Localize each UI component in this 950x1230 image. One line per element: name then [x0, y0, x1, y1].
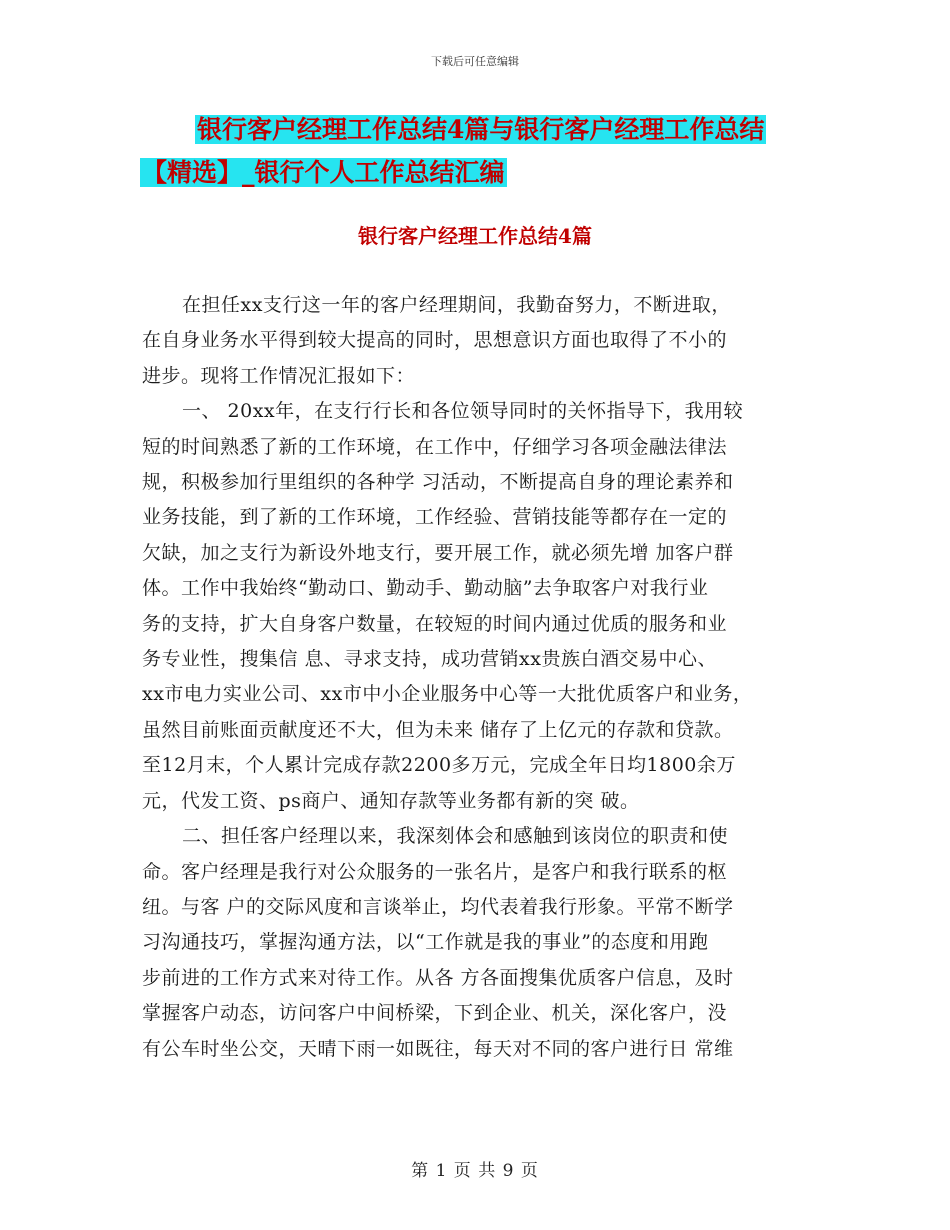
body-line: 进步。现将工作情况汇报如下： — [142, 364, 416, 387]
body-line: 有公车时坐公交，天晴下雨一如既往，每天对不同的客户进行日 常维 — [142, 1037, 734, 1060]
body-line: 务专业性，搜集信 息、寻求支持，成功营销xx贵族白酒交易中心、 — [142, 648, 717, 671]
body-line: 体。工作中我始终“勤动口、勤动手、勤动脑”去争取客户对我行业 — [142, 577, 709, 600]
title-highlight: 【精选】_银行个人工作总结汇编 — [142, 158, 505, 187]
body-line: 掌握客户动态，访问客户中间桥梁，下到企业、机关，深化客户，没 — [142, 1002, 728, 1025]
body-line: 纽。与客 户的交际风度和言谈举止，均代表着我行形象。平常不断学 — [142, 895, 734, 918]
body-line: 命。客户经理是我行对公众服务的一张名片，是客户和我行联系的枢 — [142, 860, 728, 883]
body-line: 规，积极参加行里组织的各种学 习活动，不断提高自身的理论素养和 — [142, 471, 734, 494]
page-number: 第 1 页 共 9 页 — [411, 1161, 539, 1181]
body-line: 欠缺，加之支行为新设外地支行，要开展工作，就必须先增 加客户群 — [142, 541, 734, 564]
body-line: 习沟通技巧，掌握沟通方法，以“工作就是我的事业”的态度和用跑 — [142, 931, 709, 954]
document-title-line-1 — [140, 108, 820, 151]
body-line: 在自身业务水平得到较大提高的同时，思想意识方面也取得了不小的 — [142, 329, 728, 352]
document-title — [140, 108, 820, 194]
body-line: 业务技能，到了新的工作环境，工作经验、营销技能等都存在一定的 — [142, 506, 728, 529]
body-text — [142, 288, 818, 1067]
title-highlight: 银行客户经理工作总结4篇与银行客户经理工作总结 — [197, 115, 765, 144]
body-line: 在担任xx支行这一年的客户经理期间，我勤奋努力，不断进取， — [182, 294, 731, 316]
body-line: 短的时间熟悉了新的工作环境，在工作中，仔细学习各项金融法律法 — [142, 435, 728, 458]
body-line: 步前进的工作方式来对待工作。从各 方各面搜集优质客户信息，及时 — [142, 966, 734, 989]
document-title-line-2 — [140, 151, 820, 194]
body-line: 元，代发工资、ps商户、通知存款等业务都有新的突 破。 — [142, 789, 640, 812]
body-line: xx市电力实业公司、xx市中小企业服务中心等一大批优质客户和业务， — [142, 683, 753, 706]
body-line: 虽然目前账面贡献度还不大，但为未来 储存了上亿元的存款和贷款。 — [142, 718, 734, 741]
body-line: 至12月末，个人累计完成存款2200多万元，完成全年日均1800余万 — [142, 754, 736, 777]
page-header-note: 下载后可任意编辑 — [431, 55, 519, 68]
section-heading: 银行客户经理工作总结4篇 — [358, 224, 592, 248]
body-line: 二、担任客户经理以来，我深刻体会和感触到该岗位的职责和使 — [182, 825, 729, 848]
body-line: 务的支持，扩大自身客户数量，在较短的时间内通过优质的服务和业 — [142, 612, 728, 635]
body-line: 一、 20xx年，在支行行长和各位领导同时的关怀指导下，我用较 — [182, 400, 744, 423]
